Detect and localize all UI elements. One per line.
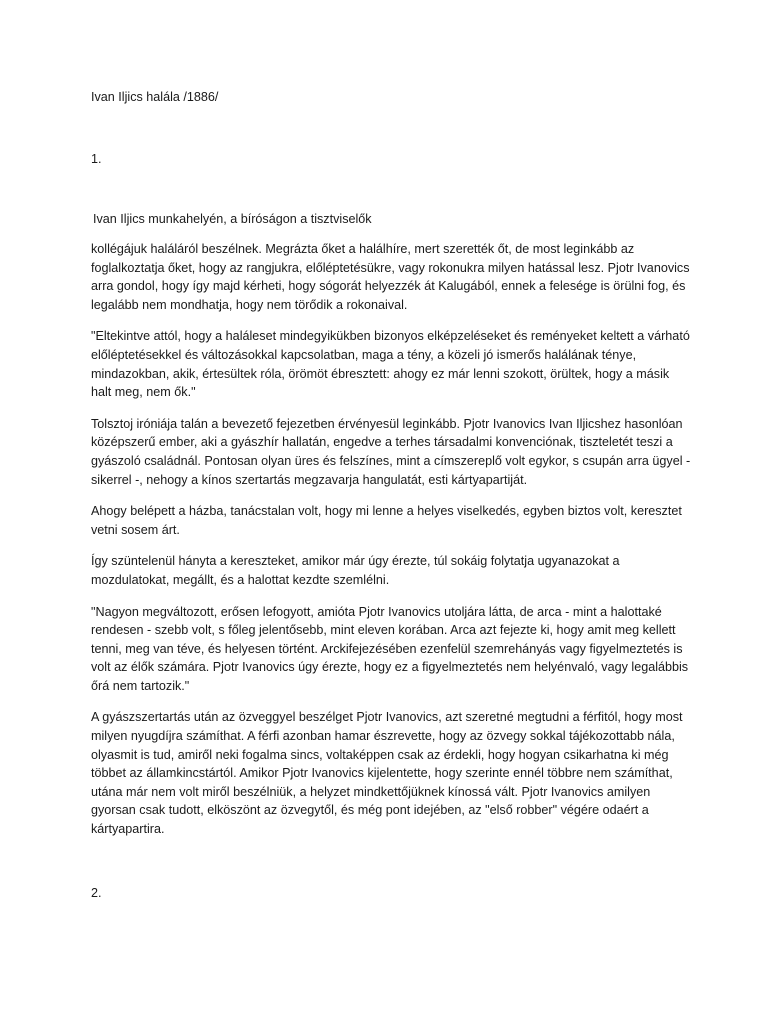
section-intro-line: Ivan Iljics munkahelyén, a bíróságon a tisztviselők [93, 212, 372, 226]
section-number-1: 1. [91, 152, 102, 166]
paragraph: Így szüntelenül hányta a kereszteket, amikor már úgy érezte, túl sokáig folytatja ugyanazokat a mozdulatokat, megállt, és a halottat kezdte szemlélni. [91, 554, 620, 587]
paragraph: Tolsztoj iróniája talán a bevezető fejezetben érvényesül leginkább. Pjotr Ivanovics Ivan Iljicshez hasonlóan középszerű ember, aki a gyászhír hallatán, engedve a terhes társadalmi konvenciónak, tiszteletét teszi a gyászoló családnál. Pontosan olyan üres és felszínes, mint a címszereplő volt egykor, s csupán arra ügyel - sikerrel -, nehogy a kínos szertartás megzavarja hangulatát, esti kártyapartiját. [91, 416, 691, 487]
paragraph: "Eltekintve attól, hogy a haláleset mindegyikükben bizonyos elképzeléseket és reményeket keltett a várható előléptetésekkel és változásokkal kapcsolatban, maga a tény, a közeli jó ismerős halálának ténye, mindazokban, akik, értesültek róla, örömöt ébresztett: ahogy ez már lenni szokott, örültek, hogy a másik halt meg, nem ők." [91, 329, 690, 400]
paragraph: kollégájuk haláláról beszélnek. Megrázta őket a halálhíre, mert szerették őt, de most leginkább az foglalkoztatja őket, hogy az rangjukra, előléptetésükre, vagy rokonukra milyen hatással lesz. Pjotr Ivanovics arra gondol, hogy így majd kérheti, hogy sógorát helyezzék át Kalugából, ennek a felesége is örülni fog, és legalább nem mondhatja, hogy nem törődik a rokonaival. [91, 242, 690, 312]
paragraph: Ahogy belépett a házba, tanácstalan volt, hogy mi lenne a helyes viselkedés, egyben biztos volt, keresztet vetni sosem árt. [91, 504, 682, 537]
section-number-2: 2. [91, 886, 102, 900]
document-title: Ivan Iljics halála /1886/ [91, 90, 219, 104]
paragraph: "Nagyon megváltozott, erősen lefogyott, amióta Pjotr Ivanovics utoljára látta, de arca - mint a halottaké rendesen - szebb volt, s főleg jelentősebb, mint eleven korában. Arca azt fejezte ki, hogy amit meg kellett tenni, meg van téve, és helyesen történt. Arckifejezésében ezenfelül szemrehányás vagy figyelmeztetés is volt az élők számára. Pjotr Ivanovics úgy érezte, hogy ez a figyelmeztetés nem helyénvaló, vagy legalábbis őrá nem tartozik." [91, 604, 689, 693]
body-text [91, 240, 691, 852]
paragraph: A gyászszertartás után az özveggyel beszélget Pjotr Ivanovics, azt szeretné megtudni a férfitól, hogy most milyen nyugdíjra számíthat. A férfi azonban hamar észrevette, hogy az özvegy sokkal tájékozottabb nála, olyasmit is tud, amiről neki fogalma sincs, voltaképpen csak az érdekli, hogy hogyan csikarhatna ki még többet az államkincstártól. Amikor Pjotr Ivanovics kijelentette, hogy szerinte ennél többre nem számíthat, utána már nem volt miről beszélniük, a helyzet mindkettőjüknek kínossá vált. Pjotr Ivanovics amilyen gyorsan csak tudott, elköszönt az özvegytől, és még pont idejében, az "első robber" végére odaért a kártyapartira. [91, 710, 683, 837]
